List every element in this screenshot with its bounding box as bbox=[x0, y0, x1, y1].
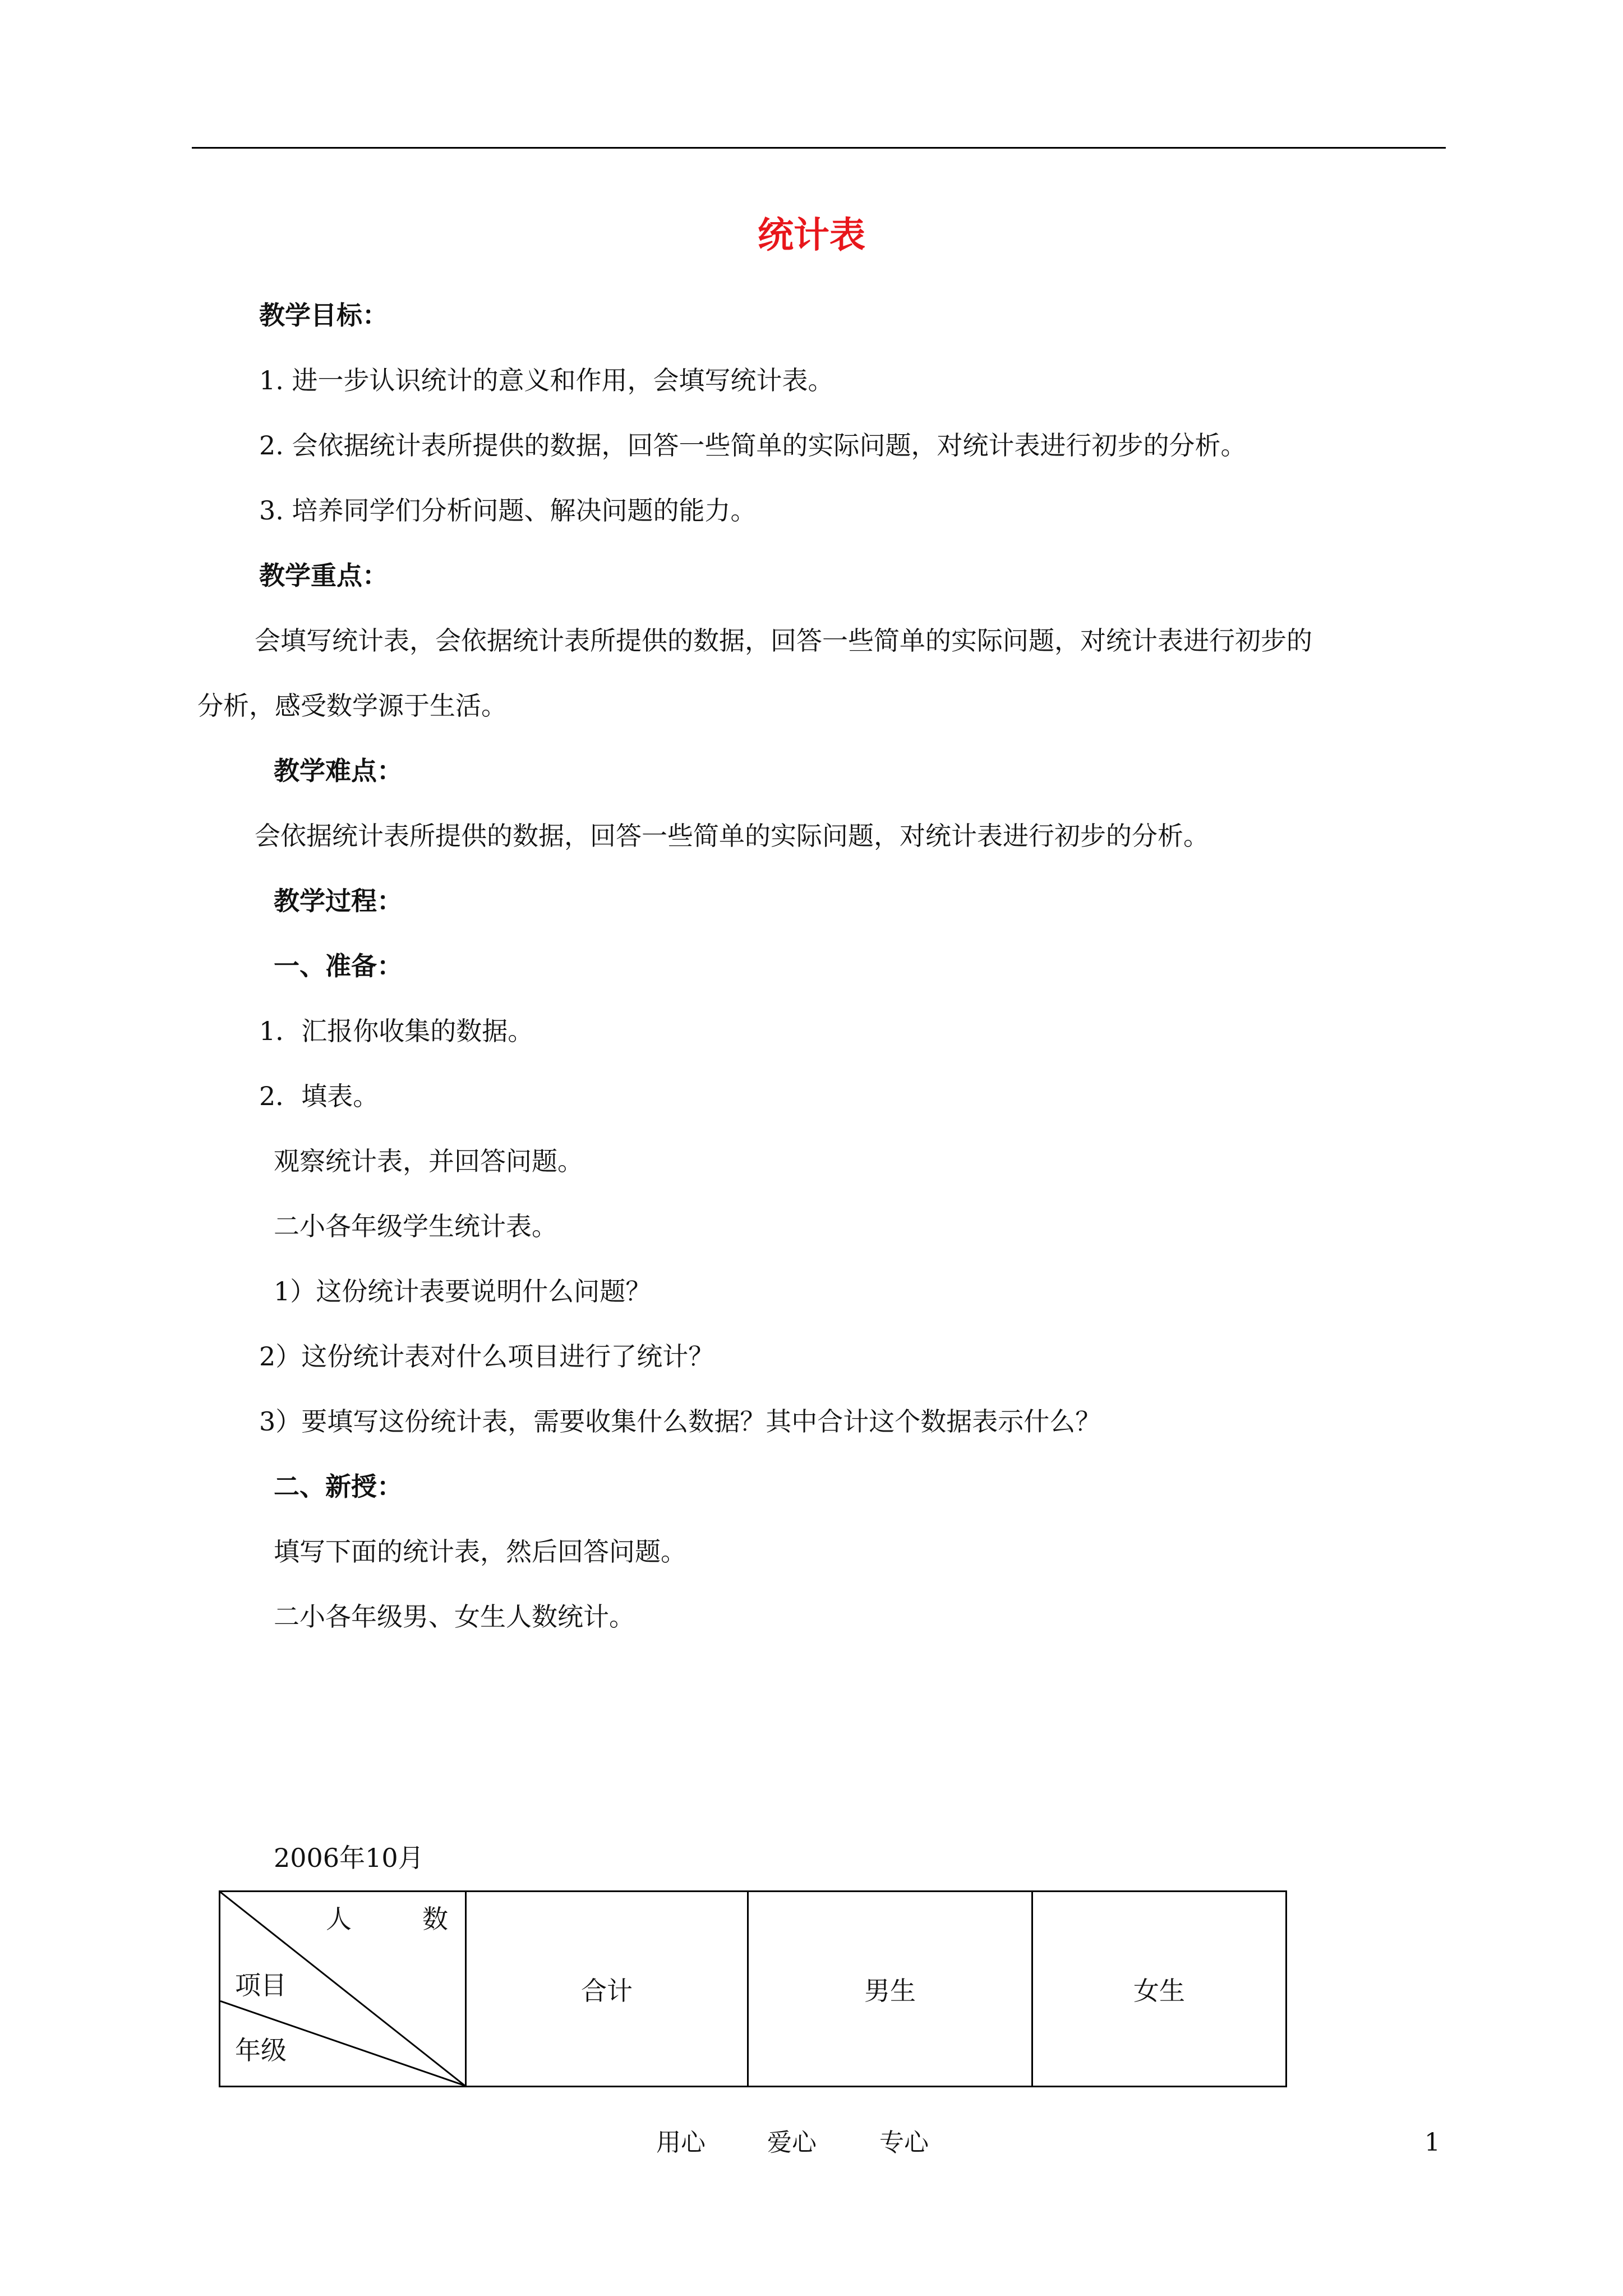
prep-line-4: 二小各年级学生统计表。 bbox=[274, 1211, 557, 1241]
footer-motto-2: 爱心 bbox=[767, 2128, 817, 2157]
objective-item-1: 1. 进一步认识统计的意义和作用，会填写统计表。 bbox=[259, 365, 834, 395]
new-line-2: 二小各年级男、女生人数统计。 bbox=[274, 1602, 635, 1632]
prep-question-3: 3）要填写这份统计表，需要收集什么数据？其中合计这个数据表示什么？ bbox=[259, 1406, 1101, 1437]
prep-line-1: 1．汇报你收集的数据。 bbox=[259, 1016, 534, 1046]
objective-item-3: 3. 培养同学们分析问题、解决问题的能力。 bbox=[259, 495, 757, 526]
header-rule bbox=[192, 147, 1446, 149]
corner-label-nianji: 年级 bbox=[235, 2035, 287, 2065]
prep-heading: 一、准备： bbox=[274, 951, 403, 981]
new-line-1: 填写下面的统计表，然后回答问题。 bbox=[274, 1536, 686, 1567]
key-points-heading: 教学重点： bbox=[259, 560, 388, 591]
objectives-heading: 教学目标： bbox=[259, 300, 388, 330]
corner-label-shu: 数 bbox=[422, 1904, 448, 1934]
document-title: 统计表 bbox=[758, 214, 865, 256]
difficulties-text: 会依据统计表所提供的数据，回答一些简单的实际问题，对统计表进行初步的分析。 bbox=[255, 821, 1209, 851]
column-header-girls: 女生 bbox=[1032, 1892, 1287, 2087]
corner-label-xiangmu: 项目 bbox=[235, 1970, 287, 2000]
table-corner-cell bbox=[220, 1892, 466, 2087]
page-number: 1 bbox=[1424, 2128, 1440, 2157]
table-date: 2006年10月 bbox=[274, 1843, 424, 1873]
objective-item-2: 2. 会依据统计表所提供的数据，回答一些简单的实际问题，对统计表进行初步的分析。 bbox=[259, 430, 1247, 461]
key-points-text-line1: 会填写统计表，会依据统计表所提供的数据，回答一些简单的实际问题，对统计表进行初步的 bbox=[255, 625, 1312, 656]
prep-line-2: 2．填表。 bbox=[259, 1081, 379, 1111]
new-heading: 二、新授： bbox=[274, 1471, 403, 1502]
column-header-boys: 男生 bbox=[748, 1892, 1032, 2087]
key-points-text-line2: 分析，感受数学源于生活。 bbox=[197, 691, 507, 721]
prep-line-3: 观察统计表，并回答问题。 bbox=[274, 1146, 583, 1176]
footer-motto-1: 用心 bbox=[656, 2128, 706, 2157]
process-heading: 教学过程： bbox=[274, 886, 403, 916]
table-header-row bbox=[220, 1892, 1287, 2087]
difficulties-heading: 教学难点： bbox=[274, 756, 403, 786]
footer-motto-3: 专心 bbox=[879, 2128, 929, 2157]
corner-label-ren: 人 bbox=[326, 1904, 352, 1934]
prep-question-2: 2）这份统计表对什么项目进行了统计？ bbox=[259, 1341, 714, 1372]
prep-question-1: 1）这份统计表要说明什么问题？ bbox=[274, 1276, 652, 1306]
column-header-total: 合计 bbox=[466, 1892, 748, 2087]
statistics-table bbox=[219, 1890, 1287, 2087]
